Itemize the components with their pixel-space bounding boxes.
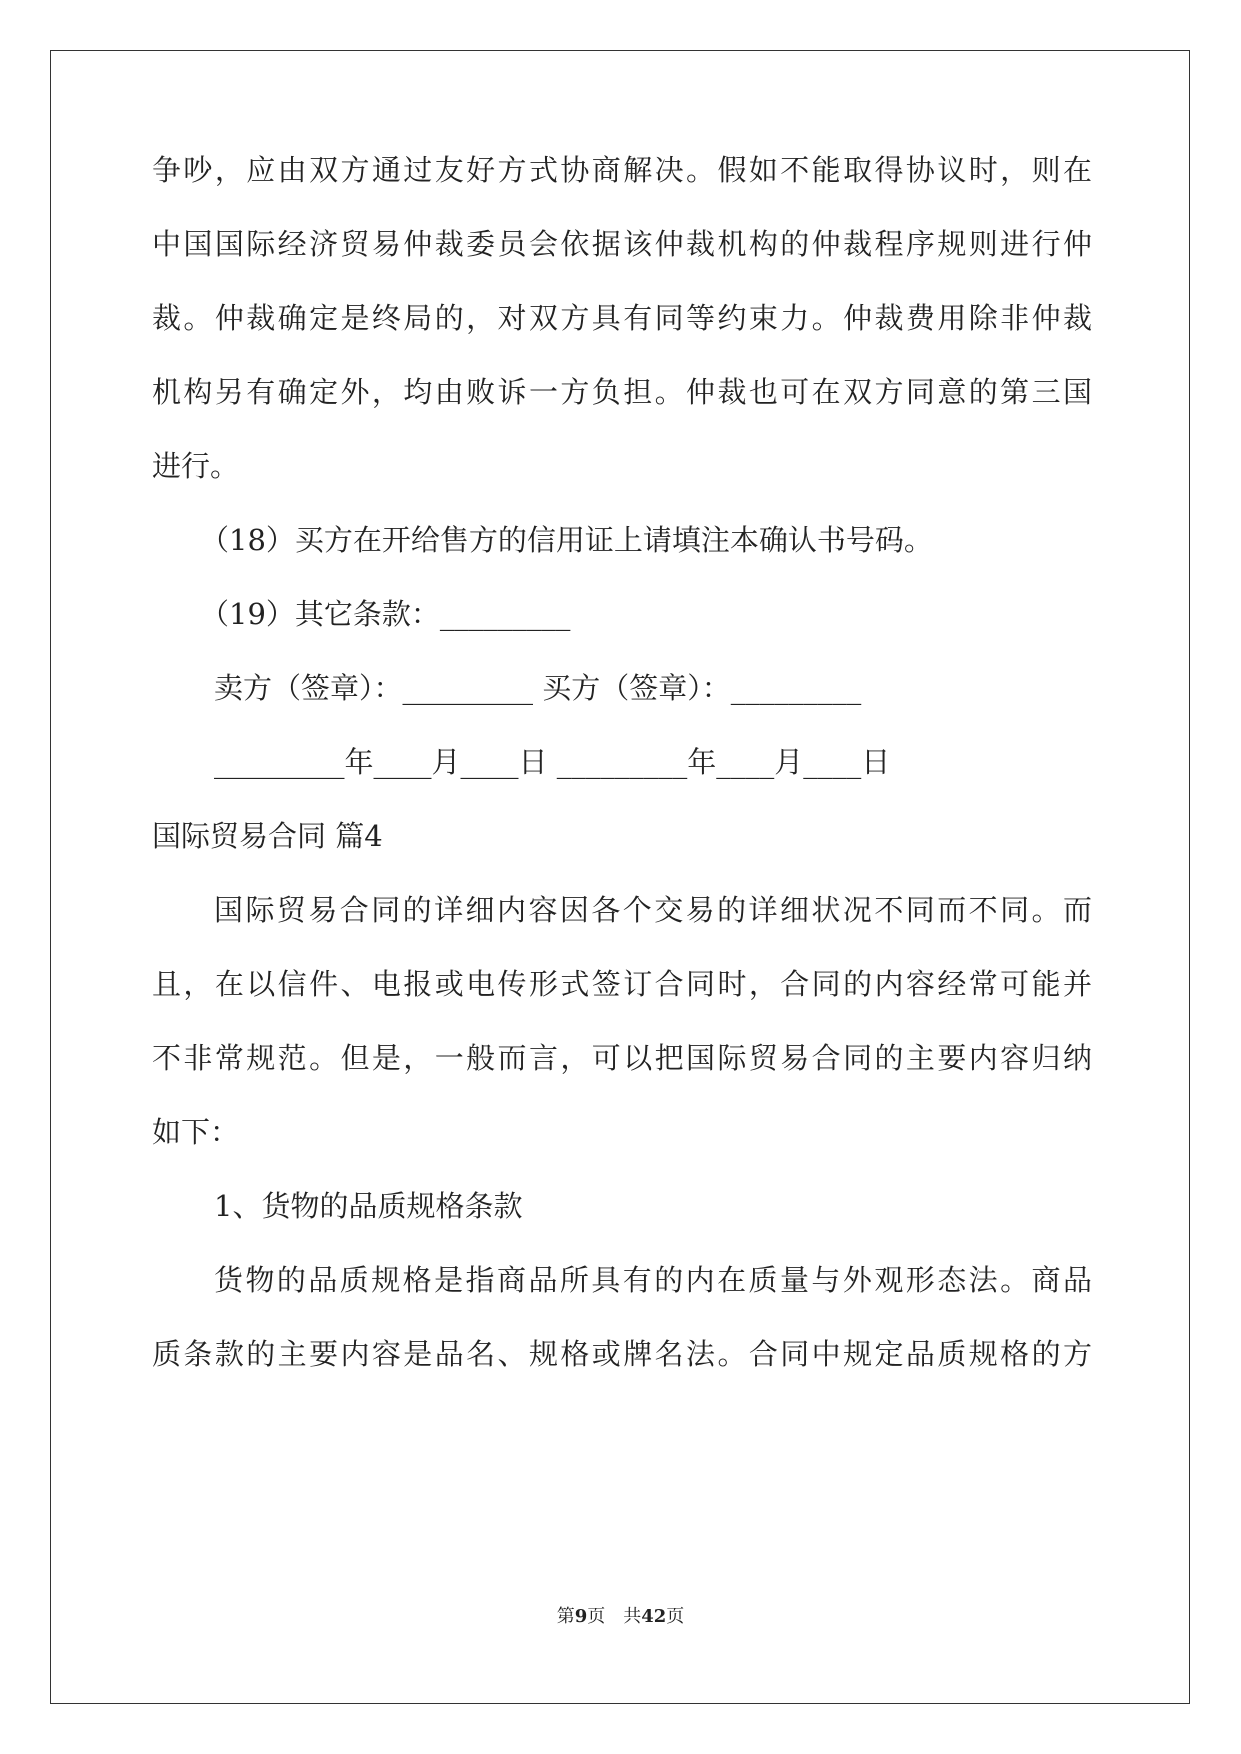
signature-line: 卖方（签章）：_________ 买方（签章）：_________ xyxy=(214,671,862,705)
footer-total-pages: 42 xyxy=(641,1606,667,1627)
paragraph-line: 裁。仲裁确定是终局的，对双方具有同等约束力。仲裁费用除非仲裁 xyxy=(152,301,1092,335)
paragraph-line: 不非常规范。但是，一般而言，可以把国际贸易合同的主要内容归纳 xyxy=(152,1041,1092,1075)
page-footer xyxy=(0,1605,1241,1629)
paragraph-line: 质条款的主要内容是品名、规格或牌名法。合同中规定品质规格的方 xyxy=(152,1337,1092,1371)
clause-19: （19）其它条款：_________ xyxy=(200,597,571,631)
footer-suffix: 页 xyxy=(666,1606,685,1627)
paragraph-line: 争吵，应由双方通过友好方式协商解决。假如不能取得协议时，则在 xyxy=(152,153,1092,187)
paragraph-line: 货物的品质规格是指商品所具有的内在质量与外观形态法。商品 xyxy=(214,1263,1092,1297)
paragraph-line: 机构另有确定外，均由败诉一方负担。仲裁也可在双方同意的第三国 xyxy=(152,375,1092,409)
date-line: _________年____月____日 _________年____月____日 xyxy=(214,745,891,779)
paragraph-line: 国际贸易合同的详细内容因各个交易的详细状况不同而不同。而 xyxy=(214,893,1092,927)
subsection-heading: 1、货物的品质规格条款 xyxy=(214,1189,523,1223)
footer-page-number: 9 xyxy=(574,1606,588,1627)
paragraph-line: 如下： xyxy=(152,1115,240,1149)
clause-18: （18）买方在开给售方的信用证上请填注本确认书号码。 xyxy=(200,523,933,557)
footer-middle: 页 共 xyxy=(587,1606,642,1627)
paragraph-line: 且，在以信件、电报或电传形式签订合同时，合同的内容经常可能并 xyxy=(152,967,1092,1001)
section-heading: 国际贸易合同 篇4 xyxy=(152,819,383,853)
paragraph-line: 进行。 xyxy=(152,449,240,483)
paragraph-line: 中国国际经济贸易仲裁委员会依据该仲裁机构的仲裁程序规则进行仲 xyxy=(152,227,1092,261)
footer-prefix: 第 xyxy=(556,1606,575,1627)
